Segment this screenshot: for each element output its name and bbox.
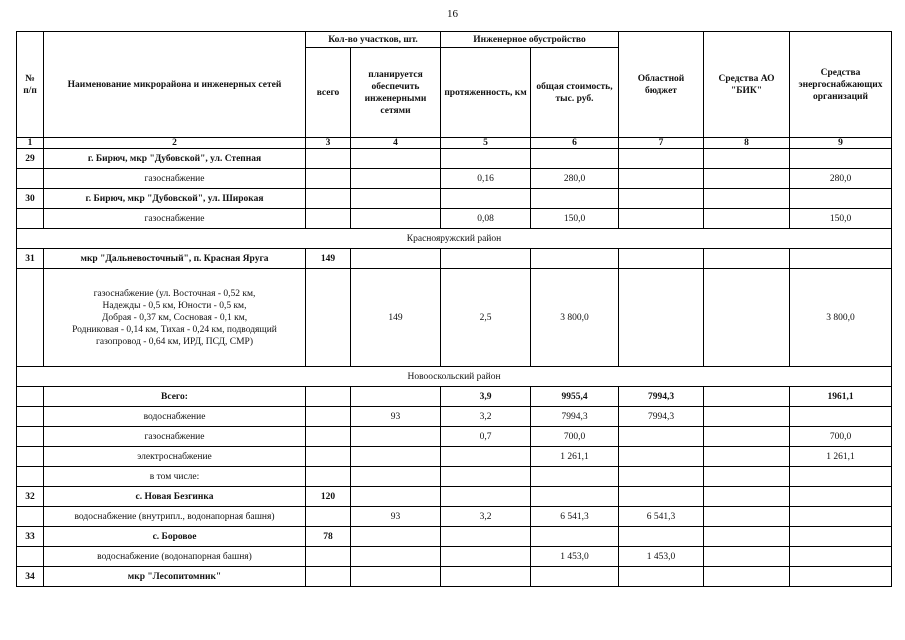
header-engineering-group: Инженерное обустройство bbox=[441, 32, 619, 48]
regional-cell: 7994,3 bbox=[619, 387, 704, 407]
cost-cell: 6 541,3 bbox=[531, 507, 619, 527]
table-row bbox=[17, 269, 892, 367]
cost-cell: 1 453,0 bbox=[531, 547, 619, 567]
network-desc-line: газоснабжение (ул. Восточная - 0,52 км, bbox=[93, 288, 256, 299]
header-num: № п/п bbox=[17, 32, 44, 138]
energy-cell: 1 261,1 bbox=[790, 447, 892, 467]
col-number: 8 bbox=[704, 138, 790, 149]
table-row bbox=[17, 189, 892, 209]
regional-cell: 1 453,0 bbox=[619, 547, 704, 567]
planned-cell: 93 bbox=[351, 407, 441, 427]
cost-cell: 150,0 bbox=[531, 209, 619, 229]
header-planned: планируется обеспечить инженерными сетями bbox=[351, 48, 441, 138]
length-cell: 0,7 bbox=[441, 427, 531, 447]
energy-cell: 1961,1 bbox=[790, 387, 892, 407]
table-row bbox=[17, 387, 892, 407]
district-name: мкр "Дальневосточный", п. Красная Яруга bbox=[44, 249, 306, 269]
regional-cell: 6 541,3 bbox=[619, 507, 704, 527]
table-row bbox=[17, 487, 892, 507]
network-name: водоснабжение (водонапорная башня) bbox=[44, 547, 306, 567]
district-name: мкр "Лесопитомник" bbox=[44, 567, 306, 587]
total-label: Всего: bbox=[44, 387, 306, 407]
district-name: с. Боровое bbox=[44, 527, 306, 547]
row-number: 31 bbox=[17, 249, 44, 269]
district-name: с. Новая Безгинка bbox=[44, 487, 306, 507]
row-number: 29 bbox=[17, 149, 44, 169]
network-desc-line: Надежды - 0,5 км, Юности - 0,5 км, bbox=[102, 300, 247, 311]
total-plots-cell: 120 bbox=[306, 487, 351, 507]
page-number: 16 bbox=[447, 8, 458, 20]
table-row bbox=[17, 149, 892, 169]
header-regional-budget: Областной бюджет bbox=[619, 32, 704, 138]
header-cost: общая стоимость, тыс. руб. bbox=[531, 48, 619, 138]
cost-cell: 700,0 bbox=[531, 427, 619, 447]
table-row bbox=[17, 547, 892, 567]
district-name: г. Бирюч, мкр "Дубовской", ул. Степная bbox=[44, 149, 306, 169]
col-number: 3 bbox=[306, 138, 351, 149]
table-row bbox=[17, 209, 892, 229]
total-plots-cell: 149 bbox=[306, 249, 351, 269]
network-name: газоснабжение bbox=[44, 169, 306, 189]
col-number: 2 bbox=[44, 138, 306, 149]
network-desc-line: Добрая - 0,37 км, Сосновая - 0,1 км, bbox=[101, 312, 248, 323]
network-name bbox=[44, 269, 306, 367]
network-name: водоснабжение (внутрипл., водонапорная башня) bbox=[44, 507, 306, 527]
cost-cell: 9955,4 bbox=[531, 387, 619, 407]
col-number: 6 bbox=[531, 138, 619, 149]
cost-cell: 280,0 bbox=[531, 169, 619, 189]
row-number: 34 bbox=[17, 567, 44, 587]
energy-cell: 700,0 bbox=[790, 427, 892, 447]
length-cell: 0,16 bbox=[441, 169, 531, 189]
length-cell: 0,08 bbox=[441, 209, 531, 229]
engineering-networks-table bbox=[16, 31, 892, 587]
cost-cell: 3 800,0 bbox=[531, 269, 619, 367]
header-bik-funds: Средства АО "БИК" bbox=[704, 32, 790, 138]
row-number: 33 bbox=[17, 527, 44, 547]
table-row bbox=[17, 567, 892, 587]
length-cell: 3,2 bbox=[441, 407, 531, 427]
network-desc-line: Родниковая - 0,14 км, Тихая - 0,24 км, подводящий bbox=[72, 324, 277, 335]
energy-cell: 150,0 bbox=[790, 209, 892, 229]
energy-cell: 280,0 bbox=[790, 169, 892, 189]
length-cell: 3,2 bbox=[441, 507, 531, 527]
network-name: газоснабжение bbox=[44, 427, 306, 447]
region-heading: Новооскольский район bbox=[17, 367, 892, 387]
planned-cell: 149 bbox=[351, 269, 441, 367]
cost-cell: 1 261,1 bbox=[531, 447, 619, 467]
table-row bbox=[17, 427, 892, 447]
network-name: электроснабжение bbox=[44, 447, 306, 467]
header-name: Наименование микрорайона и инженерных сетей bbox=[44, 32, 306, 138]
network-name: газоснабжение bbox=[44, 209, 306, 229]
col-number: 5 bbox=[441, 138, 531, 149]
header-length: протяженность, км bbox=[441, 48, 531, 138]
table-row bbox=[17, 407, 892, 427]
col-number: 1 bbox=[17, 138, 44, 149]
col-number: 4 bbox=[351, 138, 441, 149]
planned-cell: 93 bbox=[351, 507, 441, 527]
table-row bbox=[17, 467, 892, 487]
length-cell: 2,5 bbox=[441, 269, 531, 367]
row-number: 30 bbox=[17, 189, 44, 209]
including-label: в том числе: bbox=[44, 467, 306, 487]
region-heading: Краснояружский район bbox=[17, 229, 892, 249]
column-numbers-row bbox=[17, 138, 892, 149]
table-row bbox=[17, 507, 892, 527]
table-row bbox=[17, 527, 892, 547]
network-desc-line: газопровод - 0,64 км, ИРД, ПСД, СМР) bbox=[95, 336, 253, 347]
col-number: 9 bbox=[790, 138, 892, 149]
header-total: всего bbox=[306, 48, 351, 138]
row-number: 32 bbox=[17, 487, 44, 507]
regional-cell: 7994,3 bbox=[619, 407, 704, 427]
header-energy-funds: Средства энергоснабжающих организаций bbox=[790, 32, 892, 138]
energy-cell: 3 800,0 bbox=[790, 269, 892, 367]
table-row bbox=[17, 249, 892, 269]
length-cell: 3,9 bbox=[441, 387, 531, 407]
cost-cell: 7994,3 bbox=[531, 407, 619, 427]
network-name: водоснабжение bbox=[44, 407, 306, 427]
table-row bbox=[17, 447, 892, 467]
district-name: г. Бирюч, мкр "Дубовской", ул. Широкая bbox=[44, 189, 306, 209]
total-plots-cell: 78 bbox=[306, 527, 351, 547]
header-plots-group: Кол-во участков, шт. bbox=[306, 32, 441, 48]
col-number: 7 bbox=[619, 138, 704, 149]
table-row bbox=[17, 169, 892, 189]
